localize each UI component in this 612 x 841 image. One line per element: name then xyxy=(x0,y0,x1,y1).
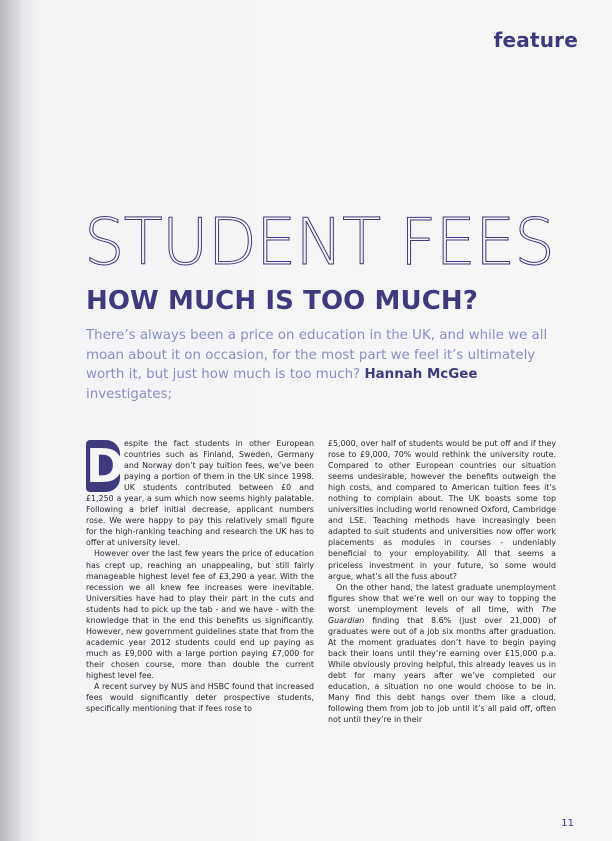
article-body xyxy=(86,438,563,798)
paragraph-text: On the other hand, the latest graduate unemployment figures show that we’re well on our way to topping the worst unemployment levels of all time, with xyxy=(328,582,556,614)
body-paragraph: A recent survey by NUS and HSBC found that increased fees would significantly deter prospective students, specifically mentioning that if fees rose to xyxy=(86,682,314,714)
body-column-right xyxy=(328,438,556,725)
article-title: STUDENT FEES xyxy=(84,206,554,280)
body-paragraph xyxy=(328,582,556,726)
body-paragraph: £5,000, over half of students would be put off and if they rose to £9,000, 70% would rethink the university route. Compared to other European countries our situation seems undesirable, however the benefits outweigh the high costs, and compared to American tuition fees it’s nothing to complain about. The UK boasts some top universities including world renowned Oxford, Cambridge and LSE. Teaching methods have increasingly been adapted to suit students and universities now offer work placements as modules in courses - undeniably beneficial to your employability. All that seems a priceless investment in your future, so some would argue, what’s all the fuss about? xyxy=(328,439,556,581)
body-paragraph xyxy=(86,438,314,548)
publication-name: The Guardian xyxy=(328,604,557,625)
author-name: Hannah McGee xyxy=(364,367,478,382)
section-label: feature xyxy=(493,28,578,52)
paragraph-text: espite the fact students in other European countries such as Finland, Sweden, Germany and Norway don’t pay tuition fees, we’ve been paying a portion of them in the UK since 1998. UK students contributed between £0 and £1,250 a year, a sum which now seems highly palatable. Following a brief initial decrease, applicant numbers rose. We were happy to pay this relatively small figure for the high-ranking teaching and research the UK has to offer at university level. xyxy=(86,439,314,548)
body-paragraph: However over the last few years the price of education has crept up, reaching an unappealing, but still fairly manageable highest level fee of £3,290 a year. With the recession we all knew fee increases were inevitable. Universities have had to play their part in the cuts and students had to pick up the tab - and we have - with the knowledge that in the end this benefits us significantly. However, new government guidelines state that from the academic year 2012 students could end up paying as much as £9,000 with a large portion paying £7,000 for their chosen course, more than double the current highest level fee. xyxy=(86,549,314,680)
body-column-left xyxy=(86,438,314,714)
paragraph-text: finding that 8.6% (just over 21,000) of graduates were out of a job six months after graduation. At the moment graduates don’t have to begin paying back their loans until they’re earning over £15,000 p.a. While obviously proving helpful, this already leaves us in debt for many years after we’ve completed our education, a situation no one would choose to be in. Many find this debt hangs over them like a cloud, following them from job to job until it’s all paid off, often not until they’re in their xyxy=(328,615,557,725)
standfirst-end: investigates; xyxy=(86,386,172,402)
page-spine-shadow xyxy=(0,0,40,841)
standfirst xyxy=(86,326,556,404)
standfirst-text: There’s always been a price on education in the UK, and while we all moan about it on occasion, for the most part we feel it’s ultimately worth it, but just how much is too much? xyxy=(86,328,548,382)
article-subtitle: HOW MUCH IS TOO MUCH? xyxy=(86,286,478,316)
page-number: 11 xyxy=(561,818,574,829)
drop-cap: D xyxy=(86,439,125,493)
